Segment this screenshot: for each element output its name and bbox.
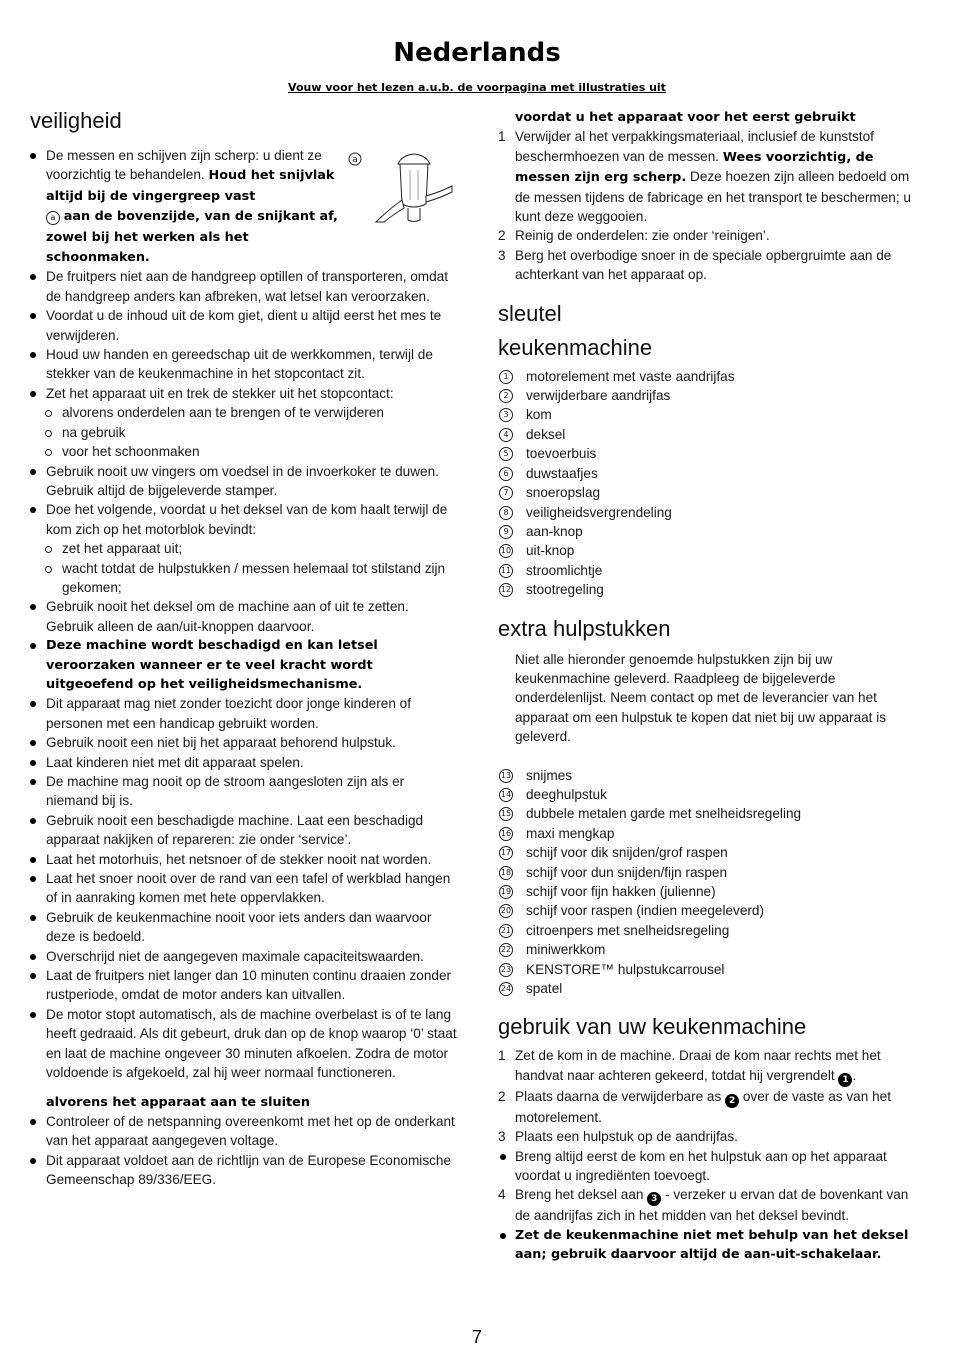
safety-bullet-9: Deze machine wordt beschadigd en kan letsel veroorzaken wanneer er te veel kracht wordt uitgeoefend op het veiligheidsmechanisme. [30, 636, 460, 694]
safety-bullet-19: Laat de fruitpers niet langer dan 10 minuten continu draaien zonder rustperiode, omdat de motor anders kan uitvallen. [30, 966, 460, 1005]
page-subtitle: Vouw voor het lezen a.u.b. de voorpagina met illustraties uit [288, 81, 666, 94]
first-use-list [498, 127, 926, 284]
safety-sub-item: alvorens onderdelen aan te brengen of te verwijderen [30, 403, 460, 422]
key-item-7 [498, 483, 926, 502]
key-heading: sleutel [498, 300, 562, 326]
safety-sub-item: zet het apparaat uit; [30, 539, 460, 558]
key-item-label: snoeropslag [526, 485, 601, 501]
key-item-label: aan-knop [526, 523, 583, 539]
key-item-label: uit-knop [526, 543, 575, 559]
safety-bullet-15: Laat het motorhuis, het netsnoer of de stekker nooit nat worden. [30, 850, 460, 869]
number-3-icon: 3 [499, 408, 513, 422]
number-10-icon: 10 [499, 544, 513, 558]
key-item-2 [498, 386, 926, 405]
extras-item-13 [498, 766, 926, 785]
key-item-label: verwijderbare aandrijfas [526, 388, 671, 404]
extras-item-label: spatel [526, 981, 563, 997]
number-21-icon: 21 [499, 924, 513, 938]
extras-item-label: schijf voor dun snijden/fijn raspen [526, 864, 727, 880]
right-column [498, 106, 926, 1265]
key-item-3 [498, 405, 926, 424]
extras-item-18 [498, 863, 926, 882]
number-15-icon: 15 [499, 807, 513, 821]
first-use-step-1: 1 Verwijder al het verpakkingsmateriaal, inclusief de kunststof beschermhoezen van de messen. Wees voorzichtig, de messen zijn erg scherp. Deze hoezen zijn alleen bedoeld om de messen tijdens de fabricage en het transport te beschermen; u kunt deze weggooien. [498, 129, 911, 225]
key-item-9 [498, 522, 926, 541]
key-item-label: motorelement met vaste aandrijfas [526, 368, 735, 384]
usage-heading: gebruik van uw keukenmachine [498, 1014, 807, 1040]
key-subheading: keukenmachine [498, 334, 653, 360]
extras-item-label: schijf voor raspen (indien meegeleverd) [526, 903, 765, 919]
extras-item-14 [498, 785, 926, 804]
extras-item-label: KENSTORE™ hulpstukcarrousel [526, 961, 725, 977]
safety-sub-item: na gebruik [30, 423, 460, 442]
safety-bullet-12: Laat kinderen niet met dit apparaat spelen. [30, 753, 460, 772]
safety-heading: veiligheid [30, 108, 122, 133]
ref-2-icon: 2 [725, 1094, 739, 1108]
safety-bullet-20: De motor stopt automatisch, als de machine overbelast is of te lang heeft gedraaid. Als dit gebeurt, druk dan op de knop waarop ‘0’ staat en laat de machine ongeveer 30 minuten afkoelen. Zodra de motor voldoende is afgekoeld, zal hij weer normaal functioneren. [30, 1005, 460, 1083]
safety-bullet-10: Dit apparaat mag niet zonder toezicht door jonge kinderen of personen met een handicap gebruikt worden. [30, 694, 460, 733]
first-use-step-2: 2 Reinig de onderdelen: zie onder ‘reinigen’. [498, 228, 770, 244]
number-5-icon: 5 [499, 447, 513, 461]
key-item-1 [498, 367, 926, 386]
extras-item-21 [498, 921, 926, 940]
key-item-4 [498, 425, 926, 444]
before-plug-heading: alvorens het apparaat aan te sluiten [46, 1094, 310, 1110]
safety-bullet-2: De fruitpers niet aan de handgreep optillen of transporteren, omdat de handgreep anders kan afbreken, wat letsel kan veroorzaken. [30, 267, 460, 306]
number-4-icon: 4 [499, 428, 513, 442]
safety-bullet-3: Voordat u de inhoud uit de kom giet, dient u altijd eerst het mes te verwijderen. [30, 306, 460, 345]
number-9-icon: 9 [499, 525, 513, 539]
key-item-label: stootregeling [526, 582, 604, 598]
usage-list [498, 1046, 926, 1264]
extras-list [498, 766, 926, 999]
number-23-icon: 23 [499, 963, 513, 977]
extras-intro: Niet alle hieronder genoemde hulpstukken zijn bij uw keukenmachine geleverd. Raadpleeg de bijgeleverde onderdelenlijst. Neem contact op met de leverancier van het apparaat om een hulpstuk te kopen dat niet bij uw apparaat is geleverd. [515, 651, 887, 745]
number-22-icon: 22 [499, 943, 513, 957]
key-item-8 [498, 503, 926, 522]
number-24-icon: 24 [499, 982, 513, 996]
number-2-icon: 2 [499, 389, 513, 403]
safety-bullet-4: Houd uw handen en gereedschap uit de werkkommen, terwijl de stekker van de keukenmachine in het stopcontact zit. [30, 345, 460, 384]
figure-label: a [352, 155, 358, 165]
ref-1-icon: 1 [838, 1073, 852, 1087]
key-item-label: deksel [526, 426, 566, 442]
extras-item-23 [498, 960, 926, 979]
extras-item-15 [498, 804, 926, 823]
extras-item-17 [498, 843, 926, 862]
usage-bullet-2: Zet de keukenmachine niet met behulp van het deksel aan; gebruik daarvoor altijd de aan-uit-schakelaar. [498, 1226, 926, 1265]
page-number: 7 [471, 1327, 482, 1347]
number-18-icon: 18 [499, 866, 513, 880]
safety-sub-item: wacht totdat de hulpstukken / messen helemaal tot stilstand zijn gekomen; [30, 559, 460, 598]
extras-item-16 [498, 824, 926, 843]
key-item-5 [498, 444, 926, 463]
before-plug-bullet-2: Dit apparaat voldoet aan de richtlijn van de Europese Economische Gemeenschap 89/336/EEG. [30, 1151, 460, 1190]
safety-bullet-11: Gebruik nooit een niet bij het apparaat behorend hulpstuk. [30, 733, 460, 752]
circle-a-icon: a [46, 211, 60, 225]
extras-item-label: dubbele metalen garde met snelheidsregeling [526, 806, 802, 822]
extras-item-label: citroenpers met snelheidsregeling [526, 922, 730, 938]
usage-step-4: 4 Breng het deksel aan 3 - verzeker u ervan dat de bovenkant van de aandrijfas zich in het midden van het deksel bevindt. [498, 1187, 909, 1224]
key-item-label: stroomlichtje [526, 562, 603, 578]
safety-bullet-6: Gebruik nooit uw vingers om voedsel in de invoerkoker te duwen. Gebruik altijd de bijgeleverde stamper. [30, 462, 460, 501]
key-item-6 [498, 464, 926, 483]
extras-item-label: deeghulpstuk [526, 786, 607, 802]
safety-bullet-7: Doe het volgende, voordat u het deksel van de kom haalt terwijl de kom zich op het motorblok bevindt: [30, 500, 460, 539]
safety-bullet-14: Gebruik nooit een beschadigde machine. Laat een beschadigd apparaat nakijken of repareren: zie onder ‘service’. [30, 811, 460, 850]
number-7-icon: 7 [499, 486, 513, 500]
key-list [498, 367, 926, 600]
extras-item-19 [498, 882, 926, 901]
extras-item-label: snijmes [526, 767, 573, 783]
number-20-icon: 20 [499, 904, 513, 918]
key-item-label: toevoerbuis [526, 446, 597, 462]
extras-item-label: schijf voor fijn hakken (julienne) [526, 884, 716, 899]
extras-item-22 [498, 940, 926, 959]
ref-3-icon: 3 [647, 1192, 661, 1206]
before-plug-list [30, 1112, 460, 1190]
safety-list [30, 146, 460, 1083]
key-item-label: duwstaafjes [526, 465, 598, 481]
number-12-icon: 12 [499, 583, 513, 597]
extras-item-label: miniwerkkom [526, 942, 606, 958]
safety-bullet-18: Overschrijd niet de aangegeven maximale capaciteitswaarden. [30, 947, 460, 966]
key-item-label: kom [526, 407, 552, 423]
key-item-12 [498, 580, 926, 599]
key-item-label: veiligheidsvergrendeling [526, 504, 672, 520]
number-19-icon: 19 [499, 885, 513, 899]
number-1-icon: 1 [499, 370, 513, 384]
before-plug-bullet-1: Controleer of de netspanning overeenkomt met het op de onderkant van het apparaat aangegeven voltage. [30, 1112, 460, 1151]
number-8-icon: 8 [499, 506, 513, 520]
extras-item-label: maxi mengkap [526, 825, 615, 841]
usage-step-1: 1 Zet de kom in de machine. Draai de kom naar rechts met het handvat naar achteren gekeerd, totdat hij vergrendelt 1 . [498, 1048, 881, 1085]
extras-item-24 [498, 979, 926, 998]
key-item-11 [498, 561, 926, 580]
extras-item-label: schijf voor dik snijden/grof raspen [526, 845, 728, 861]
extras-item-20 [498, 901, 926, 920]
number-13-icon: 13 [499, 769, 513, 783]
safety-bullet-16: Laat het snoer nooit over de rand van een tafel of werkblad hangen of in aanraking komen met hete oppervlakken. [30, 869, 460, 908]
extras-heading: extra hulpstukken [498, 615, 671, 641]
safety-bullet-1: De messen en schijven zijn scherp: u dient ze voorzichtig te behandelen. Houd het snijvlak altijd bij de vingergreep vast a aan de bovenzijde, van de snijkant af, zowel bij het werken als het schoonmaken. [30, 146, 460, 267]
safety-bullet-13: De machine mag nooit op de stroom aangesloten zijn als er niemand bij is. [30, 772, 460, 811]
usage-bullet-1: Breng altijd eerst de kom en het hulpstuk aan op het apparaat voordat u ingrediënten toevoegt. [498, 1147, 926, 1186]
number-14-icon: 14 [499, 788, 513, 802]
safety-bullet-17: Gebruik de keukenmachine nooit voor iets anders dan waarvoor deze is bedoeld. [30, 908, 460, 947]
left-column [30, 106, 460, 1190]
safety-bullet-5: Zet het apparaat uit en trek de stekker uit het stopcontact: [30, 384, 460, 403]
safety-bullet-8: Gebruik nooit het deksel om de machine aan of uit te zetten. Gebruik alleen de aan/uit-knoppen daarvoor. [30, 597, 460, 636]
number-11-icon: 11 [499, 564, 513, 578]
safety-sub-item: voor het schoonmaken [30, 442, 460, 461]
key-item-10 [498, 541, 926, 560]
usage-step-2: 2 Plaats daarna de verwijderbare as 2 over de vaste as van het motorelement. [498, 1088, 891, 1125]
first-use-heading: voordat u het apparaat voor het eerst gebruikt [515, 110, 856, 125]
usage-step-3: 3 Plaats een hulpstuk op de aandrijfas. [498, 1129, 738, 1145]
page-title: Nederlands [393, 38, 561, 68]
first-use-step-3: 3 Berg het overbodige snoer in de speciale opbergruimte aan de achterkant van het apparaat op. [498, 247, 892, 283]
number-16-icon: 16 [499, 827, 513, 841]
number-6-icon: 6 [499, 467, 513, 481]
number-17-icon: 17 [499, 846, 513, 860]
